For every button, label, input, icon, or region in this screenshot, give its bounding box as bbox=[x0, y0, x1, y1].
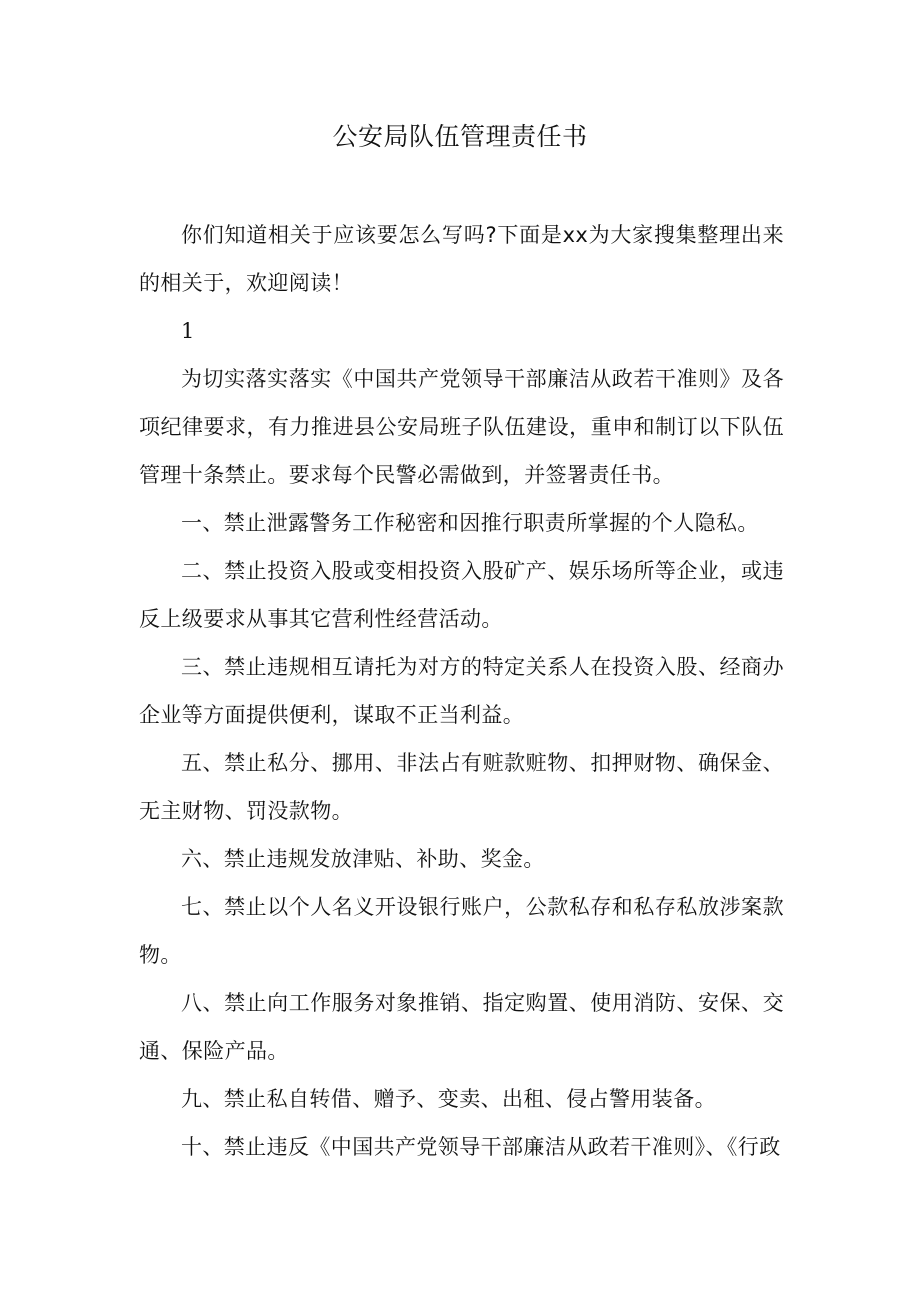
section-number: 1 bbox=[181, 319, 195, 343]
rule-item-7: 七、禁止以个人名义开设银行账户，公款私存和私存私放涉案款物。 bbox=[139, 895, 784, 967]
rule-item-8: 八、禁止向工作服务对象推销、指定购置、使用消防、安保、交通、保险产品。 bbox=[139, 991, 784, 1063]
rule-item-10: 十、禁止违反《中国共产党领导干部廉洁从政若干准则》、《行政 bbox=[181, 1135, 781, 1159]
document-title: 公安局队伍管理责任书 bbox=[332, 122, 588, 151]
rule-item-5: 五、禁止私分、挪用、非法占有赃款赃物、扣押财物、确保金、无主财物、罚没款物。 bbox=[139, 751, 784, 823]
document-body bbox=[139, 211, 784, 1171]
rule-item-9: 九、禁止私自转借、赠予、变卖、出租、侵占警用装备。 bbox=[181, 1087, 716, 1111]
rule-item-2: 二、禁止投资入股或变相投资入股矿产、娱乐场所等企业，或违反上级要求从事其它营利性经营活动。 bbox=[139, 559, 784, 631]
rule-item-3: 三、禁止违规相互请托为对方的特定关系人在投资入股、经商办企业等方面提供便利，谋取不正当利益。 bbox=[139, 655, 784, 727]
preamble-paragraph: 为切实落实落实《中国共产党领导干部廉洁从政若干准则》及各项纪律要求，有力推进县公安局班子队伍建设，重申和制订以下队伍管理十条禁止。要求每个民警必需做到，并签署责任书。 bbox=[139, 367, 784, 487]
rule-item-1: 一、禁止泄露警务工作秘密和因推行职责所掌握的个人隐私。 bbox=[181, 511, 759, 535]
intro-paragraph: 你们知道相关于应该要怎么写吗?下面是xx为大家搜集整理出来的相关于，欢迎阅读！ bbox=[139, 223, 784, 295]
rule-item-6: 六、禁止违规发放津贴、补助、奖金。 bbox=[181, 847, 545, 871]
